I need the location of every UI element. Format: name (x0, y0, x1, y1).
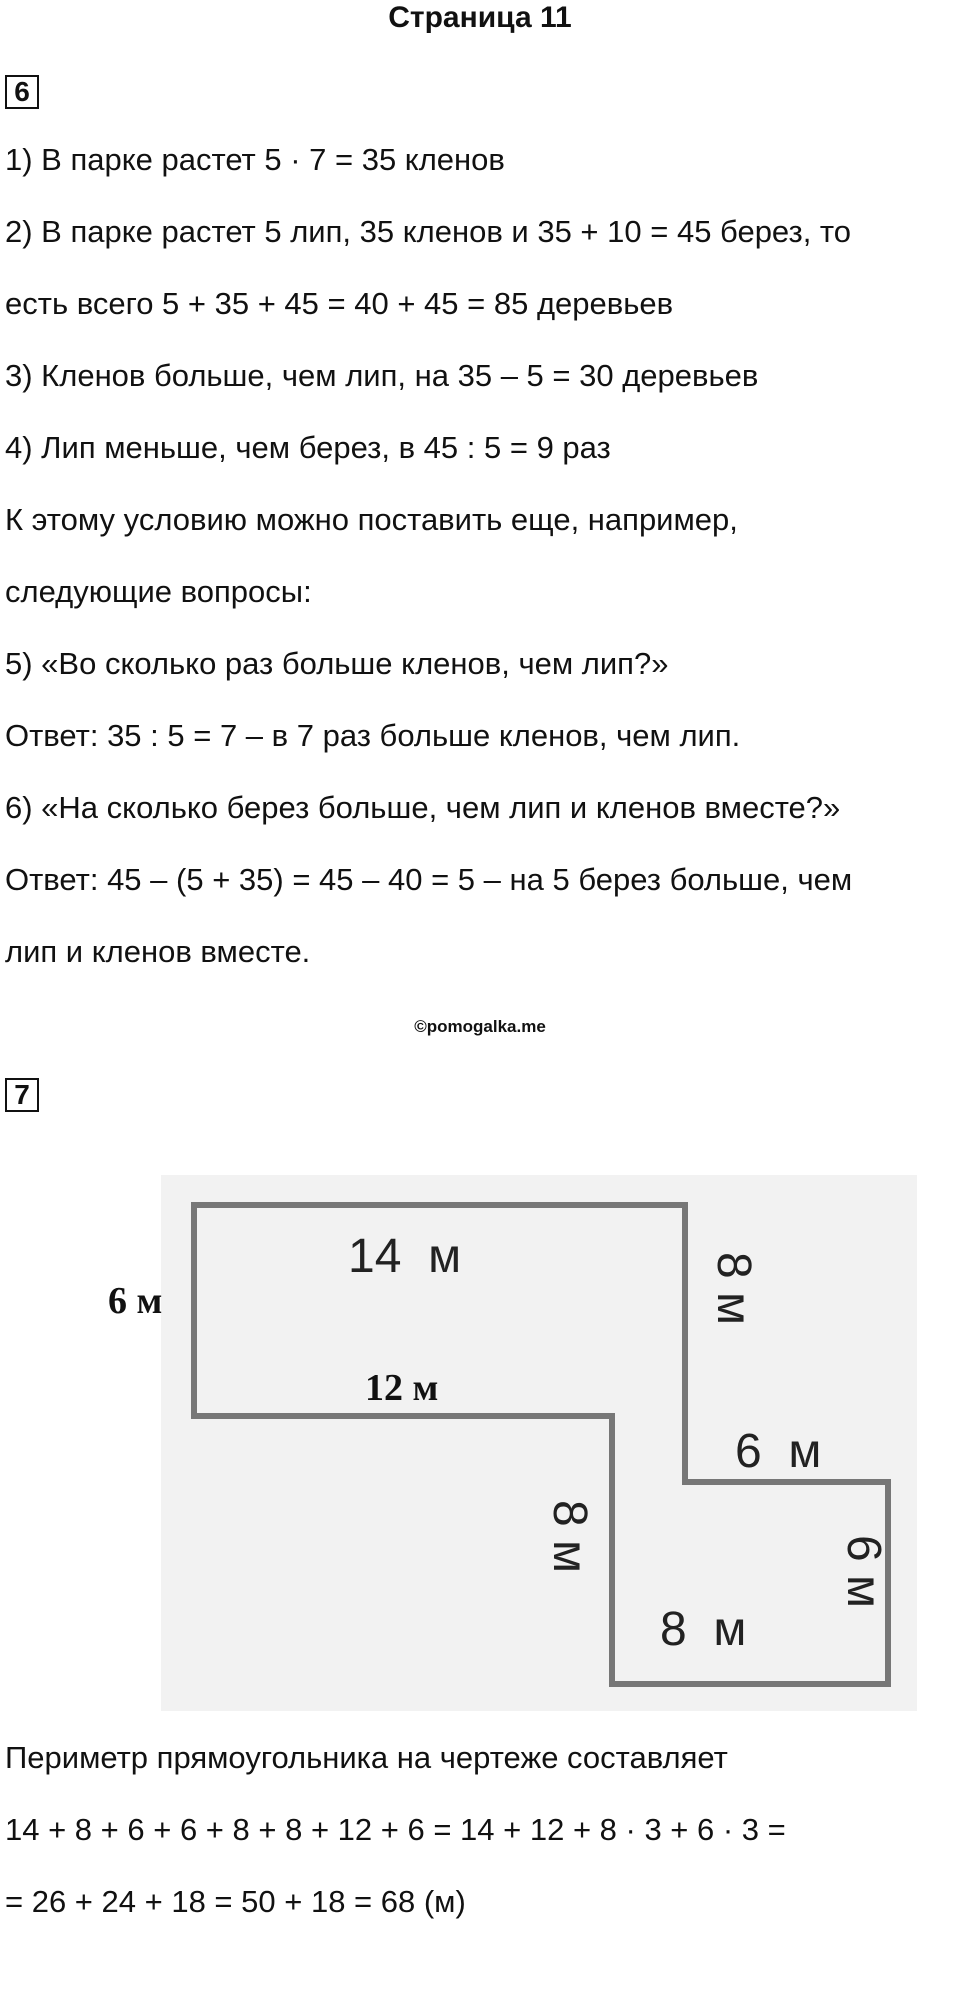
task-6-line-2: 2) В парке растет 5 лип, 35 кленов и 35 + 10 = 45 берез, то (5, 214, 852, 249)
task-6-line-7: следующие вопросы: (5, 574, 312, 609)
task-6-line-8: 5) «Во сколько раз больше кленов, чем лип?» (5, 646, 669, 681)
watermark: ©pomogalka.me (414, 1017, 546, 1036)
label-inner-vertical: 8 м (543, 1500, 596, 1574)
task-6-line-3: есть всего 5 + 35 + 45 = 40 + 45 = 85 деревьев (5, 286, 674, 321)
task-6-line-12: лип и кленов вместе. (5, 934, 311, 969)
task-6-line-11: Ответ: 45 – (5 + 35) = 45 – 40 = 5 – на 5 берез больше, чем (5, 862, 853, 897)
label-right-upper: 8 м (707, 1252, 760, 1326)
figure-drawing (0, 1160, 960, 1720)
task-6-line-10: 6) «На сколько берез больше, чем лип и кленов вместе?» (5, 790, 841, 825)
task-6-line-4: 3) Кленов больше, чем лип, на 35 – 5 = 30 деревьев (5, 358, 759, 393)
label-step: 6 м (735, 1425, 822, 1478)
task-6-line-5: 4) Лип меньше, чем берез, в 45 : 5 = 9 раз (5, 430, 611, 465)
task-6-line-6: К этому условию можно поставить еще, например, (5, 502, 738, 537)
label-right-lower: 6 м (837, 1535, 890, 1609)
task-7-number: 7 (5, 1078, 39, 1112)
task-6-line-1: 1) В парке растет 5 · 7 = 35 кленов (5, 142, 505, 177)
page-title: Страница 11 (388, 1, 572, 34)
task-7-line-1: Периметр прямоугольника на чертеже составляет (5, 1740, 728, 1775)
task-6-number: 6 (5, 75, 39, 109)
label-left: 6 м (108, 1280, 163, 1322)
label-top: 14 м (348, 1230, 462, 1283)
task-7-line-3: = 26 + 24 + 18 = 50 + 18 = 68 (м) (5, 1884, 466, 1919)
label-bottom: 8 м (660, 1603, 747, 1656)
task-6-line-9: Ответ: 35 : 5 = 7 – в 7 раз больше кленов, чем лип. (5, 718, 741, 753)
figure (0, 1160, 960, 1720)
task-7-line-2: 14 + 8 + 6 + 6 + 8 + 8 + 12 + 6 = 14 + 12 + 8 · 3 + 6 · 3 = (5, 1812, 786, 1847)
label-inner-horizontal: 12 м (365, 1367, 439, 1409)
